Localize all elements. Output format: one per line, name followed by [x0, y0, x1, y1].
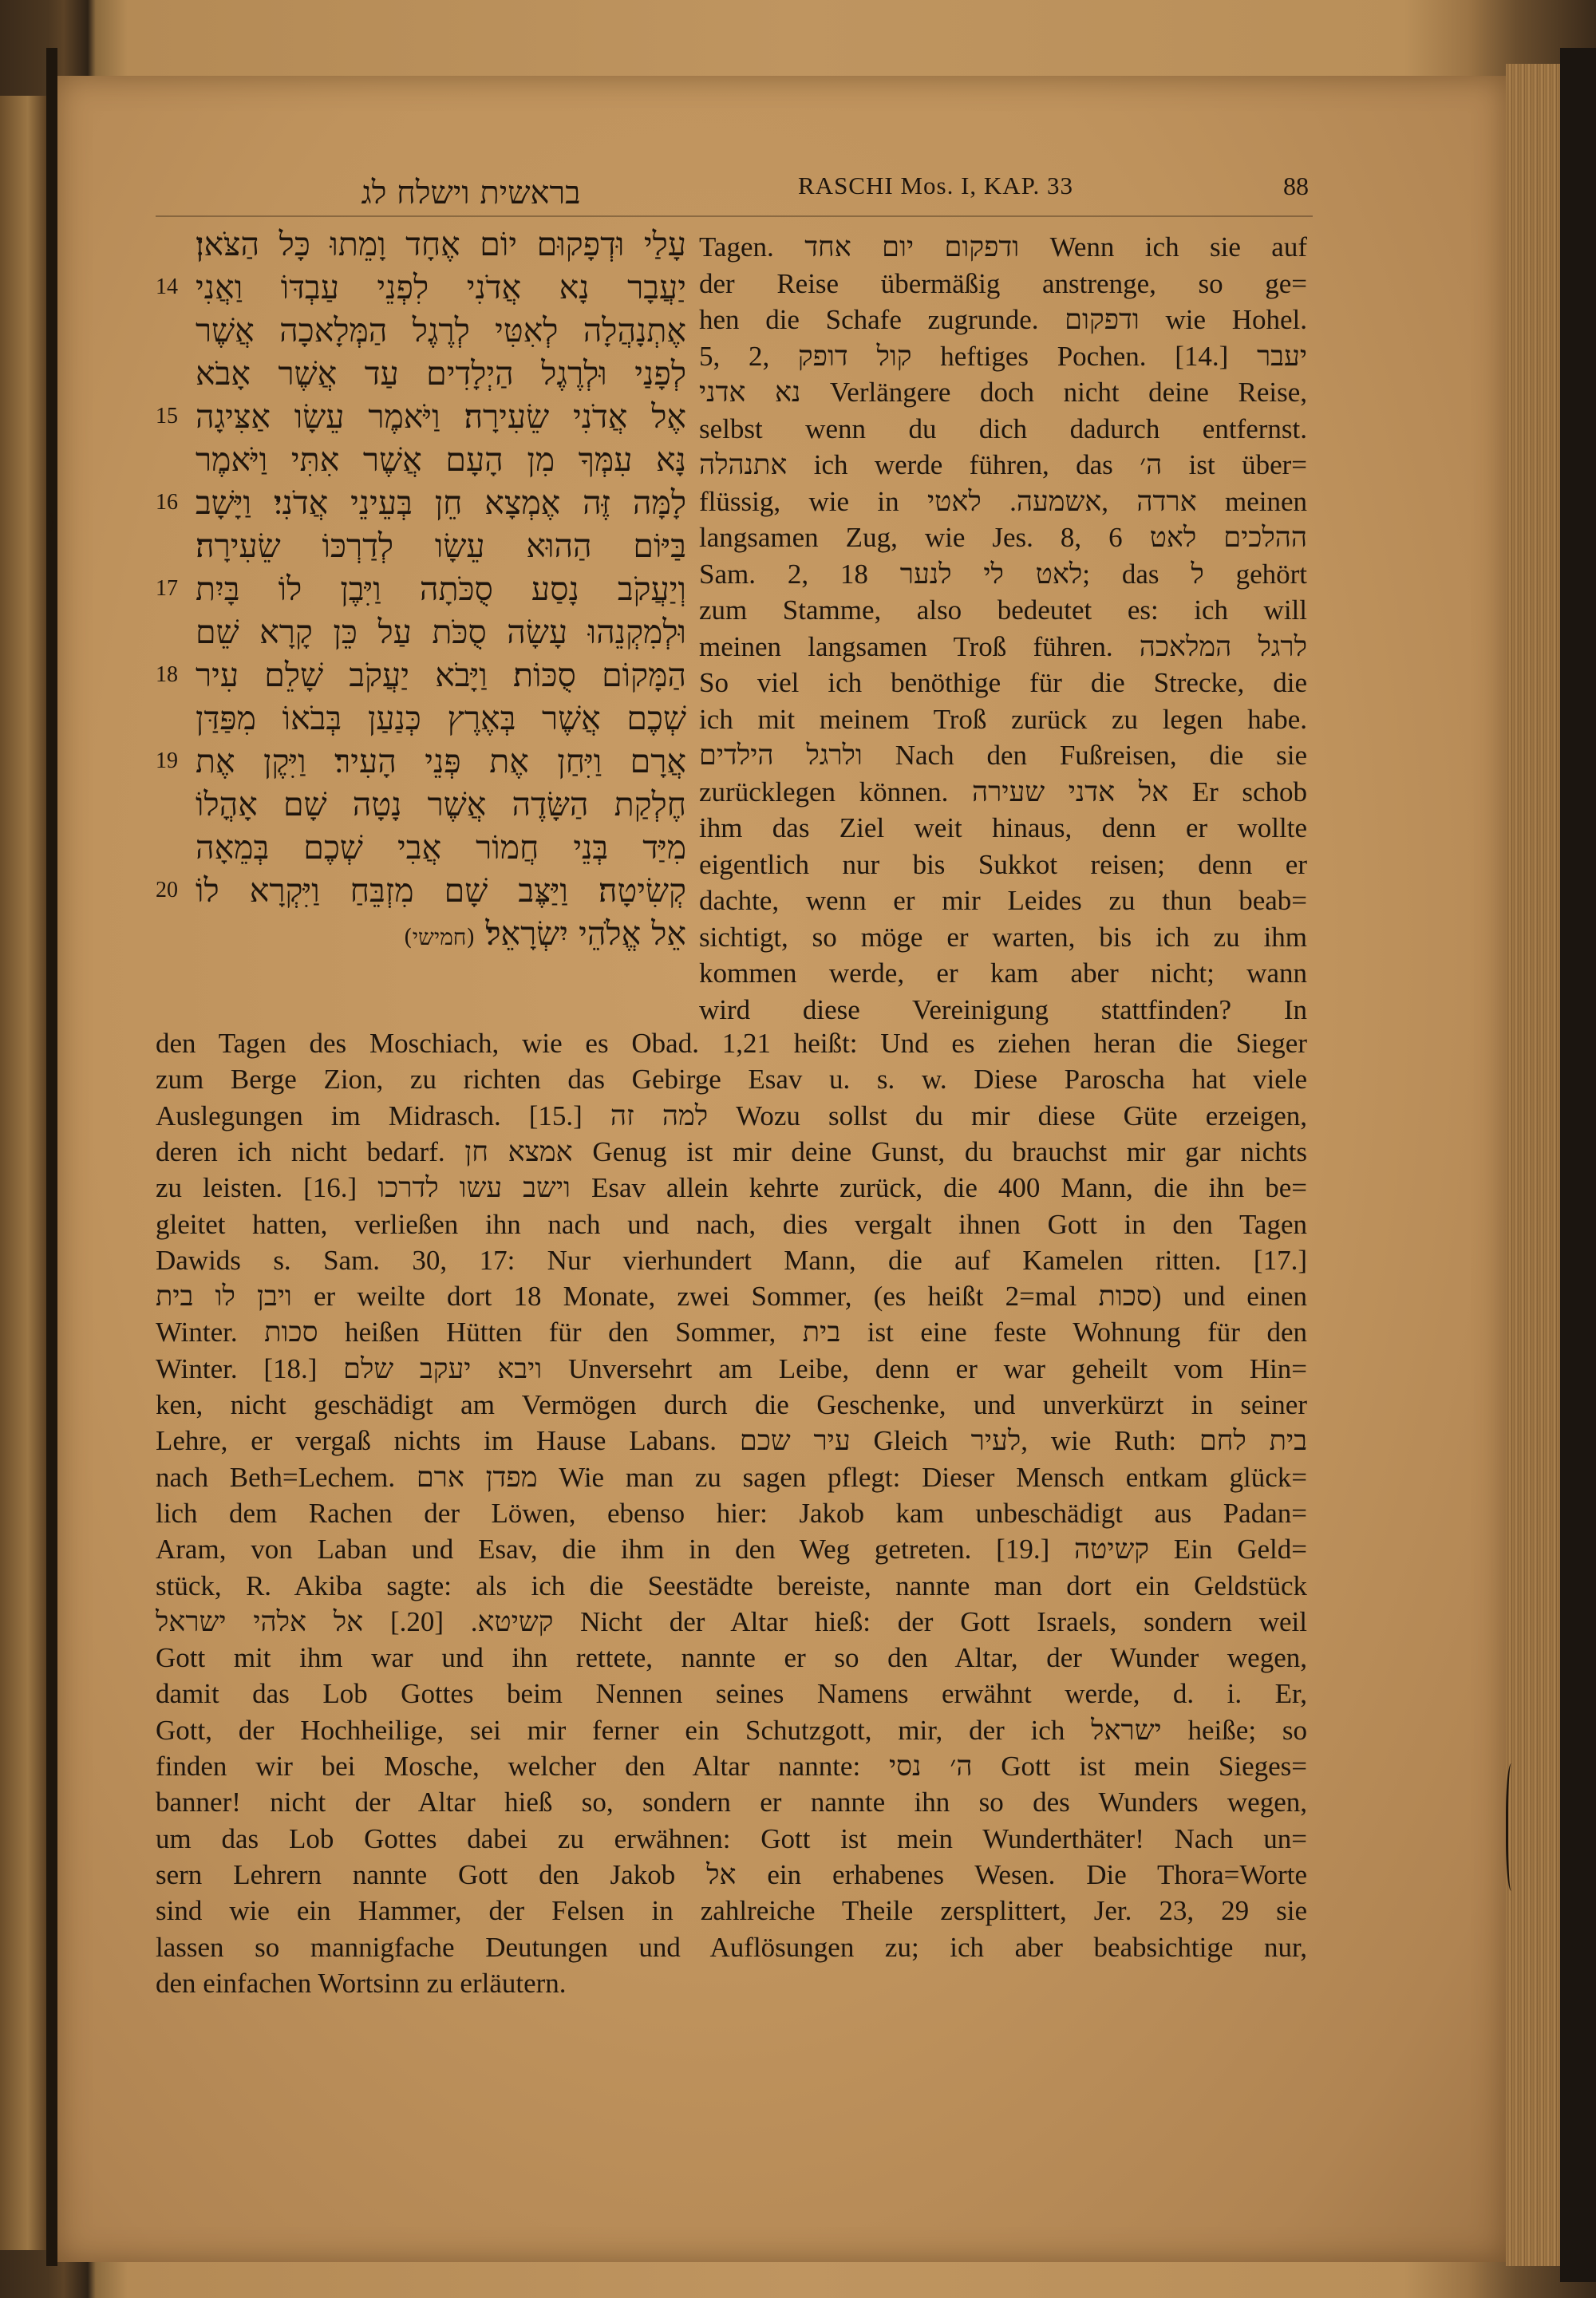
hebrew-line: וּלְמִקְנֵהוּ עָשָׂה סֻכֹּת עַל כֵּן קָרָא שֵׁם [196, 613, 686, 651]
commentary-line: ken, nicht geschädigt am Vermögen durch die Geschenke, und unverkürzt in seiner [156, 1389, 1307, 1420]
commentary-line: Winter. [18.] ויבא יעקב שלם Unversehrt am Leibe, denn er war geheilt vom Hin= [156, 1352, 1307, 1384]
commentary-line: sind wie ein Hammer, der Felsen in zahlreiche Theile zersplittert, Jer. 23, 29 sie [156, 1895, 1307, 1927]
parasha-mark: (חמישי) [403, 924, 476, 950]
commentary-line: ihm das Ziel weit hinaus, denn er wollte [699, 812, 1307, 843]
commentary-line: Lehre, er vergaß nichts im Hause Labans. עיר שכם Gleich לעיר, wie Ruth: בית לחם [156, 1425, 1307, 1457]
commentary-line: 5, 2, קול דופק heftiges Pochen. [14.] יעבר [699, 340, 1307, 372]
hebrew-line: יַעֲבָר נָא אֲדֹנִי לִפְנֵי עַבְדּוֹ וַאֲנִי [196, 268, 686, 306]
header-rule [156, 215, 1313, 217]
commentary-line: flüssig, wie in ארדה ,אשמעה. לאטי meinen [699, 485, 1307, 517]
commentary-line: zum Stamme, also bedeutet es: ich will [699, 594, 1307, 626]
commentary-right-column [699, 230, 1307, 1028]
margin-bracket-left: ⟩ [48, 511, 57, 535]
commentary-line: meinen langsamen Troß führen. לרגל המלאכה [699, 630, 1307, 662]
verse-number: 18 [156, 662, 178, 687]
commentary-line: damit das Lob Gottes beim Nennen seines Namens erwähnt werde, d. i. Er, [156, 1678, 1307, 1710]
commentary-line: deren ich nicht bedarf. אמצא חן Genug ist mir deine Gunst, du brauchst mir gar nichts [156, 1135, 1307, 1167]
running-head-hebrew: בראשית וישלח לג [361, 175, 581, 211]
commentary-line: zurücklegen können. אל אדני שעירה Er schob [699, 776, 1307, 807]
commentary-line: kommen werde, er kam aber nicht; wann [699, 958, 1307, 989]
commentary-line: Gott, der Hochheilige, sei mir ferner ein Schutzgott, mir, der ich ישראל heiße; so [156, 1714, 1307, 1746]
hebrew-scripture-column [156, 225, 686, 975]
commentary-line: um das Lob Gottes dabei zu erwähnen: Gott ist mein Wunderthäter! Nach un= [156, 1822, 1307, 1854]
commentary-line: נא אדני Verlängere doch nicht deine Reise, [699, 377, 1307, 408]
verse-number: 14 [156, 274, 178, 299]
commentary-line: So viel ich benöthige für die Strecke, die [699, 667, 1307, 698]
verse-number: 19 [156, 748, 178, 773]
commentary-line: stück, R. Akiba sagte: als ich die Seestädte bereiste, nannte man dort ein Geldstück [156, 1570, 1307, 1601]
hebrew-line: חֶלְקַת הַשָּׂדֶה אֲשֶׁר נָטָה שָׁם אָהֳלוֹ [196, 785, 686, 823]
hebrew-line: לָמָּה זֶּה אֶמְצָא חֵן בְּעֵינֵי אֲדֹנִי׃ וַיָּשָׁב [196, 484, 686, 522]
commentary-line: אתנהלה ich werde führen, das ה׳ ist über= [699, 449, 1307, 480]
commentary-full-width [156, 1026, 1307, 2008]
commentary-line: eigentlich nur bis Sukkot reisen; denn er [699, 848, 1307, 880]
commentary-line: zu leisten. [16.] וישב עשו לדרכו Esav allein kehrte zurück, die 400 Mann, die ihn be= [156, 1172, 1307, 1204]
hebrew-line: אֶל אֲדֹנִי שֵׂעִירָה׃ וַיֹּאמֶר עֵשָׂו אַצִּיגָה [196, 397, 686, 436]
commentary-line: sern Lehrern nannte Gott den Jakob אל ein erhabenes Wesen. Die Thora=Worte [156, 1858, 1307, 1890]
hebrew-line: בַּיּוֹם הַהוּא עֵשָׂו לְדַרְכּוֹ שֵׂעִירָה׃ [196, 527, 686, 565]
commentary-line: Dawids s. Sam. 30, 17: Nur vierhundert Mann, die auf Kamelen ritten. [17.] [156, 1244, 1307, 1276]
verse-number: 16 [156, 490, 178, 515]
commentary-line: lich dem Rachen der Löwen, ebenso hier: Jakob kam unbeschädigt aus Padan= [156, 1497, 1307, 1529]
commentary-line: ויבן לו בית er weilte dort 18 Monate, zwei Sommer, (es heißt 2=mal סכות) und einen [156, 1281, 1307, 1313]
commentary-line: den einfachen Wortsinn zu erläutern. [156, 1967, 567, 1999]
commentary-line: banner! nicht der Altar hieß so, sondern er nannte ihn so des Wunders wegen, [156, 1787, 1307, 1818]
page-number: 88 [1283, 172, 1309, 200]
commentary-line: ich mit meinem Troß zurück zu legen habe. [699, 703, 1307, 735]
hebrew-line: שְׁכֶם אֲשֶׁר בְּאֶרֶץ כְּנַעַן בְּבֹאוֹ מִפַּדַּן [196, 699, 686, 737]
hebrew-line: נָּא עִמְּךָ מִן הָעָם אֲשֶׁר אִתִּי וַיֹּאמֶר [196, 440, 686, 479]
commentary-line: den Tagen des Moschiach, wie es Obad. 1,21 heißt: Und es ziehen heran die Sieger [156, 1028, 1307, 1059]
book-gutter [46, 48, 57, 2266]
commentary-line: Tagen. ודפקום יום אחד Wenn ich sie auf [699, 231, 1307, 263]
commentary-line: finden wir bei Mosche, welcher den Altar nannte: ה׳ נסי Gott ist mein Sieges= [156, 1751, 1307, 1782]
commentary-line: קשיטא. [20.] אל אלהי ישראל Nicht der Altar hieß: der Gott Israels, sondern weil [156, 1605, 1307, 1637]
hebrew-line: קְשִׂיטָה׃ וַיַּצֶּב שָׁם מִזְבֵּחַ וַיִּקְרָא לוֹ [196, 871, 686, 910]
commentary-line: langsamen Zug, wie Jes. 8, 6 ההלכים לאט [699, 522, 1307, 553]
hebrew-line: לְפָנַי וּלְרֶגֶל הַיְלָדִים עַד אֲשֶׁר אָבֹא [196, 354, 686, 393]
hebrew-line: הַמָּקוֹם סֻכּוֹת׃ וַיָּבֹא יַעֲקֹב שָׁלֵם עִיר [196, 656, 686, 694]
left-page-edge [0, 96, 46, 2250]
hebrew-line: אֵל אֱלֹהֵי יִשְׂרָאֵל׃ (חמישי) [403, 914, 686, 953]
commentary-line: Gott mit ihm war und ihn rettete, nannte er so den Altar, der Wunder wegen, [156, 1642, 1307, 1674]
hebrew-line: אֲרָם וַיִּחַן אֶת פְּנֵי הָעִיר׃ וַיִּקֶן אֶת [196, 742, 686, 780]
commentary-line: sichtigt, so möge er warten, bis ich zu ihm [699, 921, 1307, 953]
commentary-line: hen die Schafe zugrunde. ודפקום wie Hohel. [699, 304, 1307, 335]
hebrew-line: וְיַעֲקֹב נָסַע סֻכֹּתָה וַיִּבֶן לוֹ בָּיִת [196, 570, 686, 608]
book-cover-edge [1560, 48, 1596, 2282]
commentary-line: Winter. סכות heißen Hütten für den Sommer, בית ist eine feste Wohnung für den [156, 1317, 1307, 1348]
hebrew-line: מִיַּד בְּנֵי חֲמוֹר אֲבִי שְׁכֶם בְּמֵאָה [196, 828, 686, 867]
commentary-line: gleitet hatten, verließen ihn nach und nach, dies vergalt ihnen Gott in den Tagen [156, 1208, 1307, 1240]
commentary-line: wird diese Vereinigung stattfinden? In [699, 993, 1307, 1025]
hebrew-line: אֶתְנָהֲלָה לְאִטִּי לְרֶגֶל הַמְּלָאכָה אֲשֶׁר [196, 311, 686, 349]
commentary-line: lassen so mannigfache Deutungen und Auflösungen zu; ich aber beabsichtige nur, [156, 1931, 1307, 1963]
commentary-line: der Reise übermäßig anstrenge, so ge= [699, 267, 1307, 299]
commentary-line: Sam. 2, 18 לאט לי לנער; das ל gehört [699, 558, 1307, 590]
verse-number: 15 [156, 404, 178, 428]
commentary-line: nach Beth=Lechem. מפדן ארם Wie man zu sagen pflegt: Dieser Mensch entkam glück= [156, 1461, 1307, 1493]
commentary-line: Aram, von Laban und Esav, die ihm in den Weg getreten. [19.] קשיטה Ein Geld= [156, 1534, 1307, 1566]
commentary-line: selbst wenn du dich dadurch entfernst. [699, 413, 1307, 444]
page-stack-edge [1506, 64, 1560, 2266]
verse-number: 20 [156, 878, 178, 902]
verse-number: 17 [156, 576, 178, 601]
commentary-line: zum Berge Zion, zu richten das Gebirge Esav u. s. w. Diese Paroscha hat viele [156, 1064, 1307, 1096]
running-head-latin: RASCHI Mos. I, KAP. 33 [798, 172, 1073, 199]
hebrew-line: עָלַי וּדְפָקוּם יוֹם אֶחָד וָמֵתוּ כָּל הַצֹּאן׃ [196, 225, 686, 263]
margin-bracket-right [1506, 1763, 1519, 1891]
commentary-line: dachte, wenn er mir Leides zu thun beab= [699, 885, 1307, 916]
commentary-line: Auslegungen im Midrasch. [15.] למה זה Wozu sollst du mir diese Güte erzeigen, [156, 1100, 1307, 1131]
commentary-line: ולרגל הילדים Nach den Fußreisen, die sie [699, 740, 1307, 771]
